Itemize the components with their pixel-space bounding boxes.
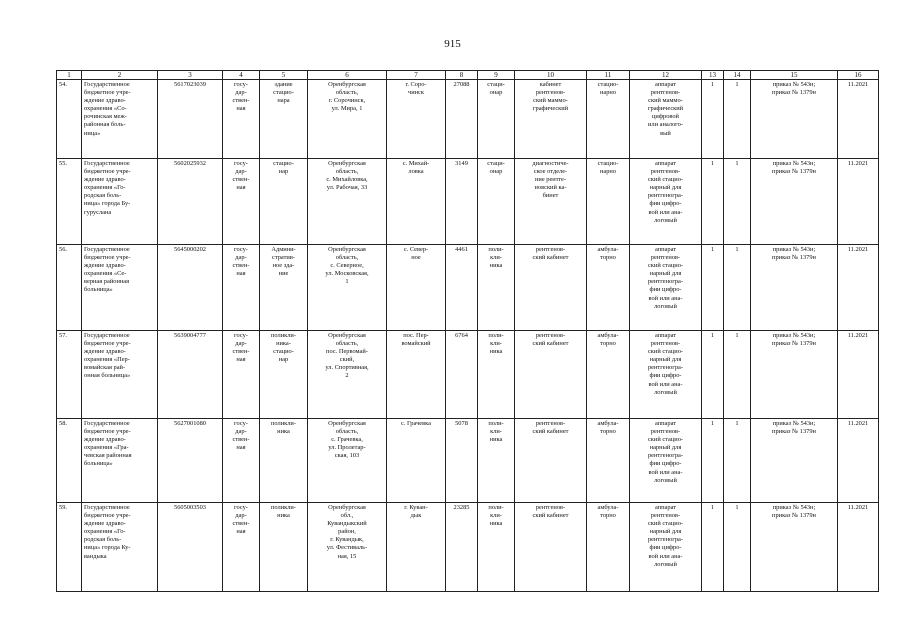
quantity-present-cell: 1: [724, 331, 751, 419]
ownership-form-cell: госу- дар- ствен- ная: [223, 419, 260, 503]
order-reference-cell: приказ № 543н; приказ № 1379н: [751, 80, 838, 159]
quantity-required-cell: 1: [702, 245, 724, 331]
address-cell: Оренбургская обл., Кувандыкский район, г. Кувандык, ул. Фестиваль- ная, 15: [308, 503, 387, 592]
building-type-cell: поликли- ника: [260, 419, 308, 503]
address-cell: Оренбургская область, с. Грачевка, ул. Пролетар- ская, 103: [308, 419, 387, 503]
table-row: [57, 80, 879, 159]
unit-type-cell: поли- кли- ника: [478, 503, 515, 592]
locality-cell: с. Север- ное: [387, 245, 446, 331]
building-type-cell: здание стацио- нара: [260, 80, 308, 159]
column-header: 10: [515, 71, 587, 80]
table-row: [57, 331, 879, 419]
room-name-cell: рентгенов- ский кабинет: [515, 503, 587, 592]
equipment-cell: аппарат рентгенов- ский стацио- нарный для рентгеногра- фии цифро- вой или ана- логовый: [630, 159, 702, 245]
order-reference-cell: приказ № 543н; приказ № 1379н: [751, 503, 838, 592]
organization-name-cell: Государственное бюджетное учре- ждение здраво- охранения «Го- родская боль- ница» города Бу- гурусланa: [82, 159, 158, 245]
unit-type-cell: поли- кли- ника: [478, 419, 515, 503]
unit-type-cell: стаци- онар: [478, 80, 515, 159]
column-header: 2: [82, 71, 158, 80]
order-reference-cell: приказ № 543н; приказ № 1379н: [751, 245, 838, 331]
row-number-cell: 57.: [57, 331, 82, 419]
building-type-cell: поликли- ника: [260, 503, 308, 592]
ownership-form-cell: госу- дар- ствен- ная: [223, 245, 260, 331]
order-reference-cell: приказ № 543н; приказ № 1379н: [751, 419, 838, 503]
quantity-present-cell: 1: [724, 419, 751, 503]
due-date-cell: 11.2021: [838, 80, 879, 159]
due-date-cell: 11.2021: [838, 419, 879, 503]
room-name-cell: кабинет рентгенов- ский маммо- графический: [515, 80, 587, 159]
inn-code-cell: 5645000202: [158, 245, 223, 331]
locality-code-cell: 27088: [446, 80, 478, 159]
locality-cell: г. Кувaн- дык: [387, 503, 446, 592]
locality-code-cell: 6764: [446, 331, 478, 419]
address-cell: Оренбургская область, с. Северное, ул. Московская, 1: [308, 245, 387, 331]
due-date-cell: 11.2021: [838, 245, 879, 331]
inn-code-cell: 5605003503: [158, 503, 223, 592]
equipment-cell: аппарат рентгенов- ский стацио- нарный для рентгеногра- фии цифро- вой или ана- логовый: [630, 503, 702, 592]
locality-code-cell: 3149: [446, 159, 478, 245]
inn-code-cell: 5602025932: [158, 159, 223, 245]
equipment-cell: аппарат рентгенов- ский стацио- нарный для рентгеногра- фии цифро- вой или ана- логовый: [630, 331, 702, 419]
locality-code-cell: 4461: [446, 245, 478, 331]
ownership-form-cell: госу- дар- ствен- ная: [223, 331, 260, 419]
column-header: 8: [446, 71, 478, 80]
row-number-cell: 54.: [57, 80, 82, 159]
inn-code-cell: 5639004777: [158, 331, 223, 419]
unit-type-cell: стаци- онар: [478, 159, 515, 245]
order-reference-cell: приказ № 543н; приказ № 1379н: [751, 331, 838, 419]
table-row: [57, 159, 879, 245]
organization-name-cell: Государственное бюджетное учре- ждение здраво- охранения «Пер- вомайская рай- онная больница»: [82, 331, 158, 419]
organization-name-cell: Государственное бюджетное учре- ждение здраво- охранения «Се- верная районная больница»: [82, 245, 158, 331]
registry-table: [56, 70, 879, 592]
equipment-cell: аппарат рентгенов- ский маммо- графический цифровой или аналого- вый: [630, 80, 702, 159]
inn-code-cell: 5627001080: [158, 419, 223, 503]
column-header: 9: [478, 71, 515, 80]
quantity-present-cell: 1: [724, 80, 751, 159]
unit-type-cell: поли- кли- ника: [478, 245, 515, 331]
quantity-required-cell: 1: [702, 80, 724, 159]
care-mode-cell: амбула- торно: [587, 245, 630, 331]
table-row: [57, 503, 879, 592]
column-header: 13: [702, 71, 724, 80]
locality-cell: г. Соро- чинск: [387, 80, 446, 159]
care-mode-cell: амбула- торно: [587, 331, 630, 419]
column-header: 11: [587, 71, 630, 80]
ownership-form-cell: госу- дар- ствен- ная: [223, 80, 260, 159]
care-mode-cell: амбула- торно: [587, 503, 630, 592]
column-header: 14: [724, 71, 751, 80]
table-row: [57, 245, 879, 331]
organization-name-cell: Государственное бюджетное учре- ждение здраво- охранения «Со- рочинская меж- районная боль- ница»: [82, 80, 158, 159]
address-cell: Оренбургская область, пос. Первомай- ский, ул. Спортивная, 2: [308, 331, 387, 419]
organization-name-cell: Государственное бюджетное учре- ждение здраво- охранения «Гра- чевская районная больница»: [82, 419, 158, 503]
quantity-present-cell: 1: [724, 159, 751, 245]
locality-cell: с. Михай- ловка: [387, 159, 446, 245]
ownership-form-cell: госу- дар- ствен- ная: [223, 159, 260, 245]
care-mode-cell: амбула- торно: [587, 419, 630, 503]
quantity-required-cell: 1: [702, 503, 724, 592]
locality-code-cell: 5078: [446, 419, 478, 503]
row-number-cell: 55.: [57, 159, 82, 245]
column-header: 12: [630, 71, 702, 80]
column-header: 16: [838, 71, 879, 80]
column-header: 5: [260, 71, 308, 80]
due-date-cell: 11.2021: [838, 503, 879, 592]
equipment-cell: аппарат рентгенов- ский стацио- нарный для рентгеногра- фии цифро- вой или ана- логовый: [630, 245, 702, 331]
page-number: 915: [444, 38, 461, 50]
quantity-required-cell: 1: [702, 159, 724, 245]
care-mode-cell: стациo- нарно: [587, 80, 630, 159]
unit-type-cell: поли- кли- ника: [478, 331, 515, 419]
due-date-cell: 11.2021: [838, 331, 879, 419]
building-type-cell: поликли- ника- стацио- нар: [260, 331, 308, 419]
column-header: 6: [308, 71, 387, 80]
due-date-cell: 11.2021: [838, 159, 879, 245]
room-name-cell: рентгенов- ский кабинет: [515, 245, 587, 331]
address-cell: Оренбургская область, с. Михайловка, ул. Рабочая, 33: [308, 159, 387, 245]
quantity-present-cell: 1: [724, 503, 751, 592]
column-header: 3: [158, 71, 223, 80]
column-header: 15: [751, 71, 838, 80]
header-row: [57, 71, 879, 80]
locality-code-cell: 23285: [446, 503, 478, 592]
locality-cell: с. Грачевка: [387, 419, 446, 503]
row-number-cell: 58.: [57, 419, 82, 503]
quantity-present-cell: 1: [724, 245, 751, 331]
ownership-form-cell: госу- дар- ствен- ная: [223, 503, 260, 592]
room-name-cell: рентгенов- ский кабинет: [515, 419, 587, 503]
column-header: 1: [57, 71, 82, 80]
quantity-required-cell: 1: [702, 331, 724, 419]
column-header: 7: [387, 71, 446, 80]
quantity-required-cell: 1: [702, 419, 724, 503]
inn-code-cell: 5617023039: [158, 80, 223, 159]
care-mode-cell: стацио- нарно: [587, 159, 630, 245]
row-number-cell: 56.: [57, 245, 82, 331]
room-name-cell: рентгенов- ский кабинет: [515, 331, 587, 419]
building-type-cell: Админи- стратив- ное зда- ние: [260, 245, 308, 331]
locality-cell: пос. Пер- вомайский: [387, 331, 446, 419]
row-number-cell: 59.: [57, 503, 82, 592]
address-cell: Оренбургская область, г. Сорочинск, ул. Мира, 1: [308, 80, 387, 159]
column-header: 4: [223, 71, 260, 80]
room-name-cell: диагностиче- ское отделе- ние рентге- новский ка- бинет: [515, 159, 587, 245]
organization-name-cell: Государственное бюджетное учре- ждение здраво- охранения «Го- родская боль- ница» города Ку- вандыка: [82, 503, 158, 592]
building-type-cell: стацио- нар: [260, 159, 308, 245]
table-row: [57, 419, 879, 503]
equipment-cell: аппарат рентгенов- ский стацио- нарный для рентгеногра- фии цифро- вой или ана- логовый: [630, 419, 702, 503]
order-reference-cell: приказ № 543н; приказ № 1379н: [751, 159, 838, 245]
